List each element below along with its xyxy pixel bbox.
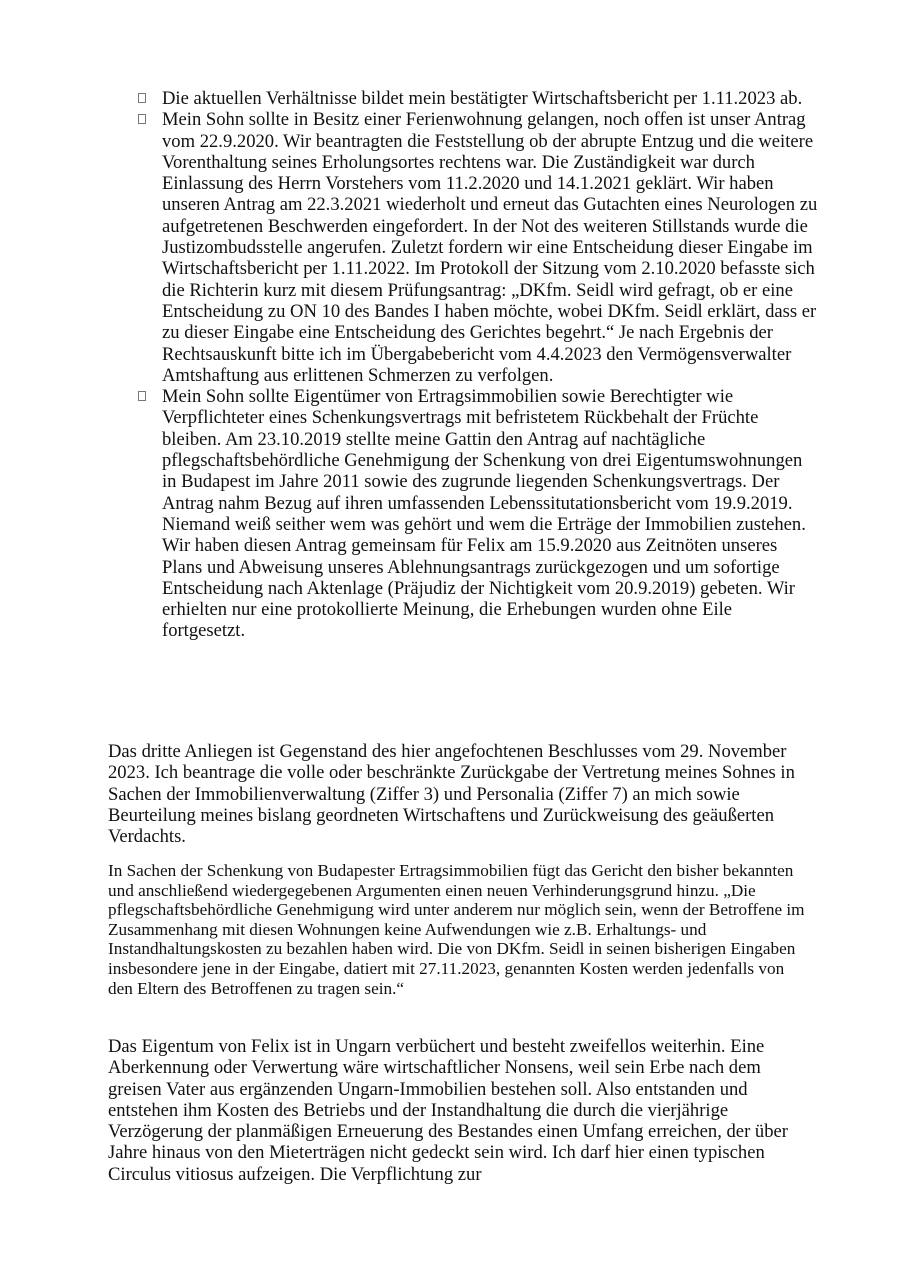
bullet-list [138,88,818,642]
bullet-text: Die aktuellen Verhältnisse bildet mein bestätigter Wirtschaftsbericht per 1.11.2023 ab. [162,88,803,109]
missing-glyph-box-icon [138,114,146,124]
bullet-item [138,88,818,109]
missing-glyph-box-icon [138,391,146,401]
paragraph-property-felix: Das Eigentum von Felix ist in Ungarn verbüchert und besteht zweifellos weiterhin. Eine Aberkennung oder Verwertung wäre wirtschaftlicher Nonsens, weil sein Erbe nach dem greisen Vater aus ergänzenden Ungarn-Immobilien bestehen soll. Also entstanden und entstehen ihm Kosten des Betriebs und der Instandhaltung die durch die vierjährige Verzögerung der planmäßigen Erneuerung des Bestandes einen Umfang erreichen, der über Jahre hinaus von den Mieterträgen nicht gedeckt sein wird. Ich darf hier einen typischen Circulus vitiosus aufzeigen. Die Verpflichtung zur [108,1036,788,1185]
missing-glyph-box-icon [138,93,146,103]
bullet-item [138,386,818,642]
bullet-item [138,109,818,386]
paragraph-court-quote: In Sachen der Schenkung von Budapester Ertragsimmobilien fügt das Gericht den bisher bekannten und anschließend wiedergegebenen Argumenten einen neuen Verhinderungsgrund hinzu. „Die pflegschaftsbehördliche Genehmigung wird unter anderem nur möglich sein, wenn der Betroffene im Zusammenhang mit diesen Wohnungen keine Aufwendungen wie z.B. Erhaltungs- und Instandhaltungskosten zu bezahlen haben wird. Die von DKfm. Seidl in seinen bisherigen Eingaben insbesondere jene in der Eingabe, datiert mit 27.11.2023, genannten Kosten werden jedenfalls von den Eltern des Betroffenen zu tragen sein.“ [108,861,805,998]
bullet-text: Mein Sohn sollte Eigentümer von Ertragsimmobilien sowie Berechtigter wie Verpflichteter eines Schenkungsvertrags mit befristetem Rückbehalt der Früchte bleiben. Am 23.10.2019 stellte meine Gattin den Antrag auf nachtägliche pflegschaftsbehördliche Genehmigung der Schenkung von drei Eigentumswohnungen in Budapest im Jahre 2011 sowie des zugrunde liegenden Schenkungsvertrags. Der Antrag nahm Bezug auf ihren umfassenden Lebenssitutationsbericht vom 19.9.2019. Niemand weiß seither wem was gehört und wem die Erträge der Immobilien zustehen. Wir haben diesen Antrag gemeinsam für Felix am 15.9.2020 aus Zeitnöten unseres Plans und Abweisung unseres Ablehnungsantrags zurückgezogen und um sofortige Entscheidung nach Aktenlage (Präjudiz der Nichtigkeit vom 20.9.2019) gebeten. Wir erhielten nur eine protokollierte Meinung, die Erhebungen wurden ohne Eile fortgesetzt. [162,386,806,642]
paragraph-third-request: Das dritte Anliegen ist Gegenstand des hier angefochtenen Beschlusses vom 29. November 2023. Ich beantrage die volle oder beschränkte Zurückgabe der Vertretung meines Sohnes in Sachen der Immobilienverwaltung (Ziffer 3) und Personalia (Ziffer 7) an mich sowie Beurteilung meines bislang geordneten Wirtschaftens und Zurückweisung des geäußerten Verdachts. [108,741,795,848]
bullet-text: Mein Sohn sollte in Besitz einer Ferienwohnung gelangen, noch offen ist unser Antrag vom 22.9.2020. Wir beantragten die Feststellung ob der abrupte Entzug und die weitere Vorenthaltung seines Erholungsortes rechtens war. Die Zuständigkeit war durch Einlassung des Herrn Vorstehers vom 11.2.2020 und 14.1.2021 geklärt. Wir haben unseren Antrag am 22.3.2021 wiederholt und erneut das Gutachten eines Neurologen zu aufgetretenen Beschwerden eingefordert. In der Not des weiteren Stillstands wurde die Justizombudsstelle angerufen. Zuletzt fordern wir eine Entscheidung dieser Eingabe im Wirtschaftsbericht per 1.11.2022. Im Protokoll der Sitzung vom 2.10.2020 befasste sich die Richterin kurz mit diesem Prüfungsantrag: „DKfm. Seidl wird gefragt, ob er eine Entscheidung zu ON 10 des Bandes I haben möchte, wobei DKfm. Seidl erklärt, dass er zu dieser Eingabe eine Entscheidung des Gerichtes begehrt.“ Je nach Ergebnis der Rechtsauskunft bitte ich im Übergabebericht vom 4.4.2023 den Vermögensverwalter Amtshaftung aus erlittenen Schmerzen zu verfolgen. [162,109,818,386]
